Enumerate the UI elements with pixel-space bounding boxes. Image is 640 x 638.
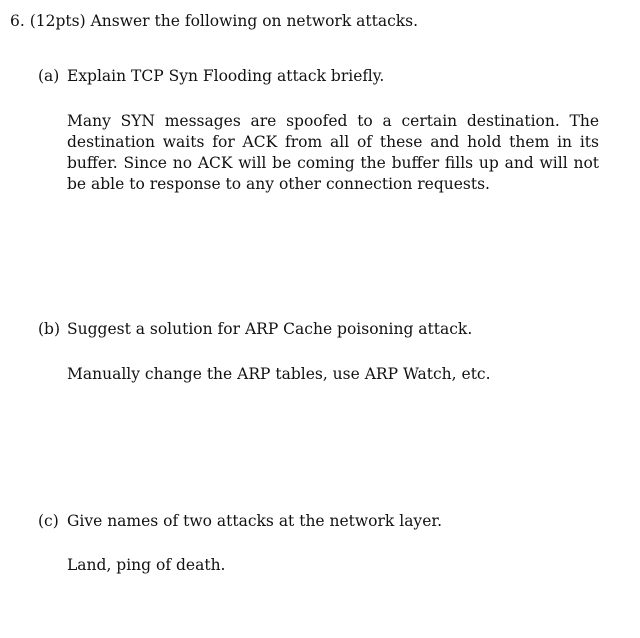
question-header [10,12,418,30]
part-a-answer: Many SYN messages are spoofed to a certain destination. The destination waits for ACK from all of these and hold them in its buffer. Since no ACK will be coming the buffer fills up and will not be able to response to any other connection requests. [67,112,599,193]
question-number: 6. [10,12,25,30]
part-a-label: (a) [38,67,60,85]
part-b-answer: Manually change the ARP tables, use ARP Watch, etc. [67,365,491,383]
part-c-prompt: Give names of two attacks at the network layer. [67,512,442,530]
part-b-label: (b) [38,320,61,338]
question-points: (12pts) [29,12,86,30]
question-title: Answer the following on network attacks. [90,12,419,30]
part-a-prompt: Explain TCP Syn Flooding attack briefly. [67,67,385,85]
part-c-label: (c) [38,512,59,530]
part-b-prompt: Suggest a solution for ARP Cache poisoning attack. [67,320,473,338]
part-c-answer: Land, ping of death. [67,556,226,574]
